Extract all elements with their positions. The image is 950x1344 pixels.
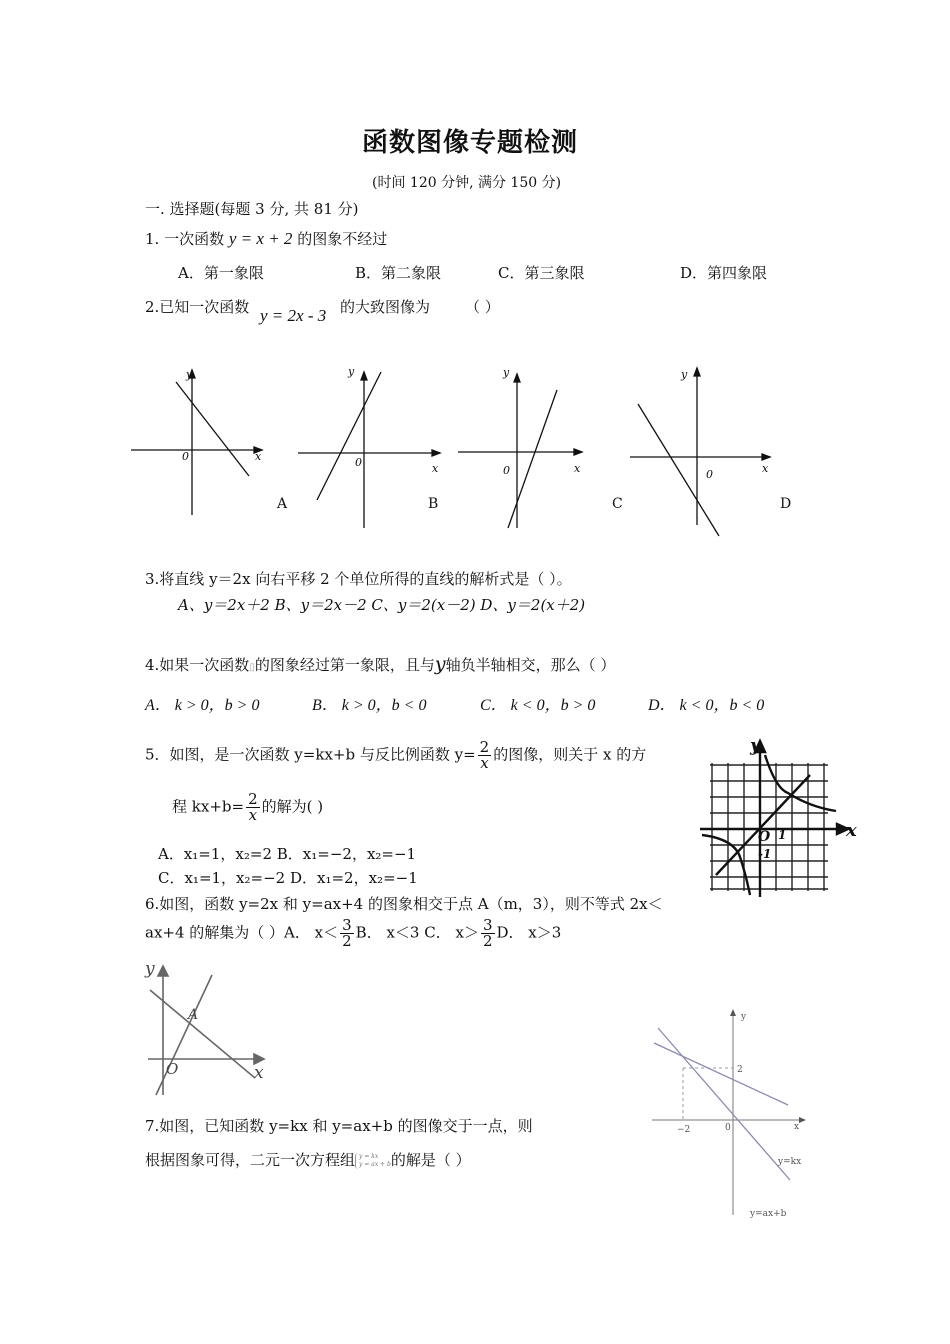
page-title: 函数图像专题检测: [362, 128, 579, 158]
q5-line2-pre: 程 kx+b=: [172, 797, 245, 816]
q1-stem-pre: 1. 一次函数: [145, 230, 225, 248]
q6-line-1: 6.如图，函数 y=2x 和 y=ax+4 的图象相交于点 A（m，3），则不等式 2x＜: [145, 895, 663, 913]
q2-graph-b: [298, 372, 440, 528]
question-7-line-2: [145, 1149, 471, 1170]
q2d-y-label: y: [681, 368, 688, 381]
q2b-y-label: y: [348, 365, 355, 378]
q2-graph-c-label: C: [612, 496, 623, 512]
q6-graph: [140, 960, 280, 1100]
q5-one: 1: [778, 828, 787, 842]
q3-options[interactable]: A、y＝2x＋2 B、y＝2x－2 C、y＝2(x－2) D、y＝2(x＋2): [178, 596, 586, 614]
q2-graph-a-label: A: [277, 496, 288, 512]
q5-line1-pre: 5．如图，是一次函数 y=kx+b 与反比例函数 y=: [145, 745, 476, 764]
q5-x-label: x: [846, 820, 857, 841]
q2-graph-d-label: D: [780, 496, 792, 512]
q5-neg1: -1: [758, 847, 772, 861]
q6-x-label: x: [254, 1063, 264, 1083]
question-4: [145, 653, 615, 675]
q4-y: y: [434, 653, 446, 675]
q5-origin: O: [758, 829, 771, 845]
q2-graph-d: [630, 368, 770, 536]
q6-fraction-a: $\frac{3}{2}$: [342, 916, 352, 950]
q7-line-1: 7.如图，已知函数 y=kx 和 y=ax+b 的图像交于一点，则: [145, 1117, 533, 1135]
question-6-line-2: [145, 918, 561, 949]
q1-option-a[interactable]: A．第一象限: [178, 264, 264, 282]
q2a-origin: 0: [182, 450, 189, 463]
q7-line2-pre: 根据图象可得，二元一次方程组: [145, 1151, 356, 1169]
q1-option-d[interactable]: D．第四象限: [680, 264, 768, 282]
q7-graph: [640, 1005, 820, 1220]
q7-line-ax-label: y=ax+b: [750, 1209, 787, 1219]
question-1: [145, 228, 387, 249]
q2b-origin: 0: [355, 456, 362, 469]
q4-option-b[interactable]: B． k > 0，b < 0: [312, 697, 427, 714]
q4-stem-post: 轴负半轴相交，那么（ ）: [445, 656, 616, 674]
q6-y-label: y: [145, 959, 155, 979]
q5-options-ab[interactable]: A．x₁=1，x₂=2 B．x₁=−2，x₂=−1: [158, 845, 417, 863]
q1-stem-post: 的图象不经过: [297, 230, 388, 248]
section-heading: 一. 选择题(每题 3 分, 共 81 分): [145, 200, 359, 218]
q2a-x-label: x: [255, 450, 262, 463]
q5-options-cd[interactable]: C．x₁=1，x₂=−2 D．x₁=2，x₂=−1: [158, 869, 418, 887]
q6-a-label: A: [188, 1007, 199, 1023]
q2-graphs: [0, 360, 950, 550]
q2d-x-label: x: [762, 462, 769, 475]
q1-option-c[interactable]: C．第三象限: [498, 264, 585, 282]
question-5-line-1: [145, 740, 646, 771]
q4-option-a[interactable]: A． k > 0，b > 0: [145, 697, 260, 714]
q2c-x-label: x: [574, 462, 581, 475]
q6-line2-pre: ax+4 的解集为（ ）A． x＜: [145, 923, 339, 942]
q4-option-c[interactable]: C． k < 0，b > 0: [480, 697, 596, 714]
q2b-x-label: x: [432, 462, 439, 475]
q2-stem-pre: 2.已知一次函数: [145, 298, 250, 316]
q7-x-label: x: [794, 1122, 800, 1132]
q5-y-label: y: [750, 735, 761, 756]
q1-option-b[interactable]: B．第二象限: [355, 264, 442, 282]
q6-origin: O: [166, 1060, 179, 1078]
q5-fraction-2: $\frac{2}{x}$: [248, 790, 258, 824]
q3-stem: 3.将直线 y＝2x 向右平移 2 个单位所得的直线的解析式是（ ）。: [145, 570, 572, 588]
page-subtitle: (时间 120 分钟, 满分 150 分): [372, 175, 562, 191]
q2d-origin: 0: [706, 468, 713, 481]
q4-option-d[interactable]: D． k < 0，b < 0: [648, 697, 765, 714]
q2-stem-post: 的大致图像为: [340, 298, 431, 316]
q4-stem-mid: 的图象经过第一象限，且与: [254, 656, 435, 674]
q7-tick-2: 2: [737, 1065, 743, 1075]
q2-graph-c: [458, 374, 582, 528]
q2a-y-label: y: [186, 368, 193, 381]
q2c-origin: 0: [503, 464, 510, 477]
q6-opt-b[interactable]: B． x＜3 C． x＞: [355, 923, 479, 942]
q6-opt-d[interactable]: D． x＞3: [496, 923, 562, 942]
q5-line1-post: 的图像，则关于 x 的方: [493, 745, 647, 764]
question-5-line-2: [172, 792, 323, 823]
formula-placeholder-icon: ▯: [249, 662, 255, 673]
q5-line2-post: 的解为( ): [261, 797, 324, 816]
q7-line-kx-label: y=kx: [778, 1157, 802, 1167]
q7-origin: 0: [725, 1123, 731, 1133]
q7-line2-post: 的解是（ ）: [390, 1151, 471, 1169]
q1-formula: y = x + 2: [228, 229, 293, 248]
q7-y-label: y: [741, 1012, 747, 1022]
q5-fraction: $\frac{2}{x}$: [479, 738, 490, 772]
q2-graph-b-label: B: [428, 496, 439, 512]
q2-graph-a: [131, 370, 262, 515]
q5-graph: [690, 735, 870, 905]
q2c-y-label: y: [503, 366, 510, 379]
q4-stem-pre: 4.如果一次函数: [145, 656, 250, 674]
q6-fraction-c: $\frac{3}{2}$: [482, 916, 493, 950]
q7-tick-neg2: −2: [677, 1125, 691, 1135]
q2-formula: y = 2x - 3: [260, 306, 327, 325]
q2-answer-paren: （ ）: [465, 298, 500, 316]
q7-equation-system: y = kx y = ax + b: [355, 1153, 391, 1169]
